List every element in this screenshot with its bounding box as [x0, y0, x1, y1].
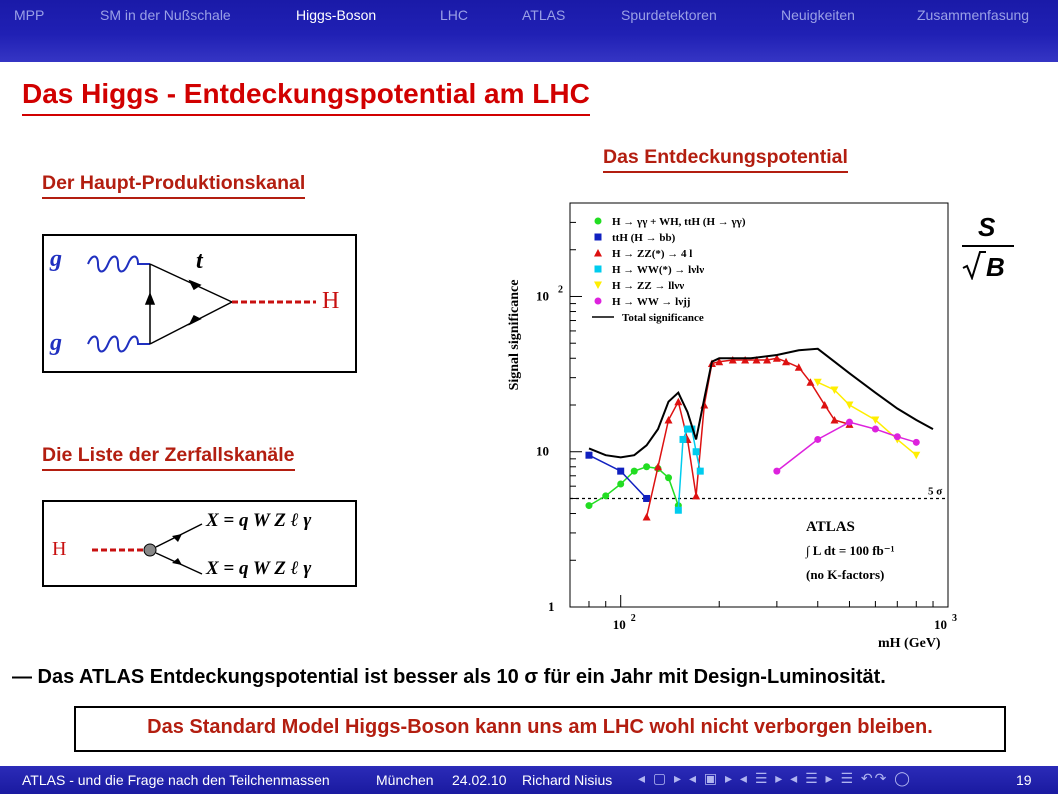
significance-plot-svg — [500, 195, 960, 655]
legend-entry: H → WW(*) → lνlν — [612, 264, 705, 276]
data-point — [631, 468, 638, 475]
x-tick-label-exp: 3 — [952, 613, 957, 624]
footer-place: München — [376, 772, 434, 788]
nav-item-higgs-boson[interactable]: Higgs-Boson — [296, 7, 377, 23]
plot-annotation: (no K-factors) — [806, 567, 885, 582]
legend-entry: H → ZZ(*) → 4 l — [612, 248, 693, 260]
data-point — [913, 439, 920, 446]
fraction-bar — [962, 245, 1014, 247]
nav-item-spurdetektoren[interactable]: Spurdetektoren — [621, 7, 717, 23]
conclusion-text: Das Standard Model Higgs-Boson kann uns am LHC wohl nicht verborgen bleiben. — [147, 716, 933, 738]
footer-bar — [0, 766, 1058, 794]
decay-diagram-box — [42, 500, 357, 587]
sqrt-sign — [962, 250, 986, 280]
nav-item-zusammenfasung[interactable]: Zusammenfasung — [917, 7, 1030, 23]
y-tick-label: 10 — [536, 288, 549, 304]
production-heading: Der Haupt-Produktionskanal — [42, 172, 305, 199]
potential-heading: Das Entdeckungspotential — [603, 146, 848, 173]
summary-statement: — Das ATLAS Entdeckungspotential ist besser als 10 σ für ein Jahr mit Design-Luminosität. — [12, 666, 886, 688]
x-axis-label: mH (GeV) — [878, 636, 941, 651]
data-point — [846, 419, 853, 426]
nav-item-neuigkeiten[interactable]: Neuigkeiten — [781, 7, 855, 23]
data-point — [595, 266, 602, 273]
higgs-label: H — [322, 288, 340, 314]
data-point — [643, 463, 650, 470]
decay-heading: Die Liste der Zerfallskanäle — [42, 444, 295, 471]
data-point — [602, 492, 609, 499]
legend-entry: H → γγ + WH, ttH (H → γγ) — [612, 216, 746, 228]
higgs-decay-label: H — [52, 538, 67, 560]
decay-products-lower: X = q W Z ℓ γ — [206, 558, 312, 579]
section-navigation-bar — [0, 0, 1058, 62]
nav-item-atlas[interactable]: ATLAS — [522, 7, 566, 23]
footer-author: Richard Nisius — [522, 772, 613, 788]
beamer-navigation-icons[interactable]: ◂ ▢ ▸ ◂ ▣ ▸ ◂ ☰ ▸ ◂ ☰ ▸ ☰ ↶↷ ◯ — [638, 770, 912, 786]
decay-products-upper: X = q W Z ℓ γ — [206, 510, 312, 531]
x-tick-label-exp: 2 — [630, 613, 636, 624]
data-point — [679, 436, 686, 443]
data-point — [643, 495, 650, 502]
nav-item-lhc[interactable]: LHC — [440, 7, 469, 23]
data-point — [595, 298, 602, 305]
footer-date: 24.02.10 — [452, 772, 507, 788]
significance-plot — [500, 195, 960, 655]
gluon-label-bottom: g — [50, 330, 62, 356]
data-point — [585, 502, 592, 509]
data-point — [697, 468, 704, 475]
x-tick-label: 10 — [612, 617, 626, 632]
x-tick-label: 10 — [934, 617, 947, 632]
data-point — [693, 448, 700, 455]
plot-annotation: ATLAS — [806, 519, 855, 535]
legend-entry: Total significance — [622, 312, 704, 324]
y-tick-label: 1 — [548, 599, 555, 614]
data-point — [814, 436, 821, 443]
data-point — [675, 507, 682, 514]
data-point — [894, 433, 901, 440]
slide-title: Das Higgs - Entdeckungspotential am LHC — [22, 78, 590, 116]
y-axis-label: Signal significance — [507, 279, 522, 391]
gluon-lines — [88, 257, 150, 352]
legend-entry: ttH (H → bb) — [612, 232, 676, 244]
data-point — [595, 234, 602, 241]
nav-item-mpp[interactable]: MPP — [14, 7, 45, 23]
gluon-label-top: g — [50, 246, 62, 272]
significance-formula — [960, 212, 1020, 282]
data-point — [617, 480, 624, 487]
conclusion-box — [74, 706, 1006, 752]
y-tick-label: 10 — [536, 443, 549, 459]
data-point — [585, 452, 592, 459]
quark-triangle — [146, 264, 232, 344]
data-point — [773, 468, 780, 475]
nav-item-sm[interactable]: SM in der Nußschale — [100, 7, 231, 23]
production-diagram-box — [42, 234, 357, 373]
legend-entry: H → WW → lνjj — [612, 296, 691, 308]
decay-vertex — [144, 544, 156, 556]
plot-annotation: ∫ L dt = 100 fb⁻¹ — [806, 543, 895, 558]
footer-page-number: 19 — [1016, 772, 1032, 788]
legend-entry: H → ZZ → llνν — [612, 280, 685, 292]
formula-denominator: B — [986, 252, 1005, 282]
footer-talk-title: ATLAS - und die Frage nach den Teilchenmassen — [22, 772, 330, 788]
data-point — [617, 468, 624, 475]
y-tick-label-exp: 2 — [558, 284, 563, 296]
data-point — [872, 426, 879, 433]
formula-numerator: S — [978, 212, 996, 242]
data-point — [595, 218, 602, 225]
five-sigma-label: 5 σ — [928, 485, 943, 498]
top-quark-label: t — [196, 248, 203, 274]
data-point — [665, 474, 672, 481]
